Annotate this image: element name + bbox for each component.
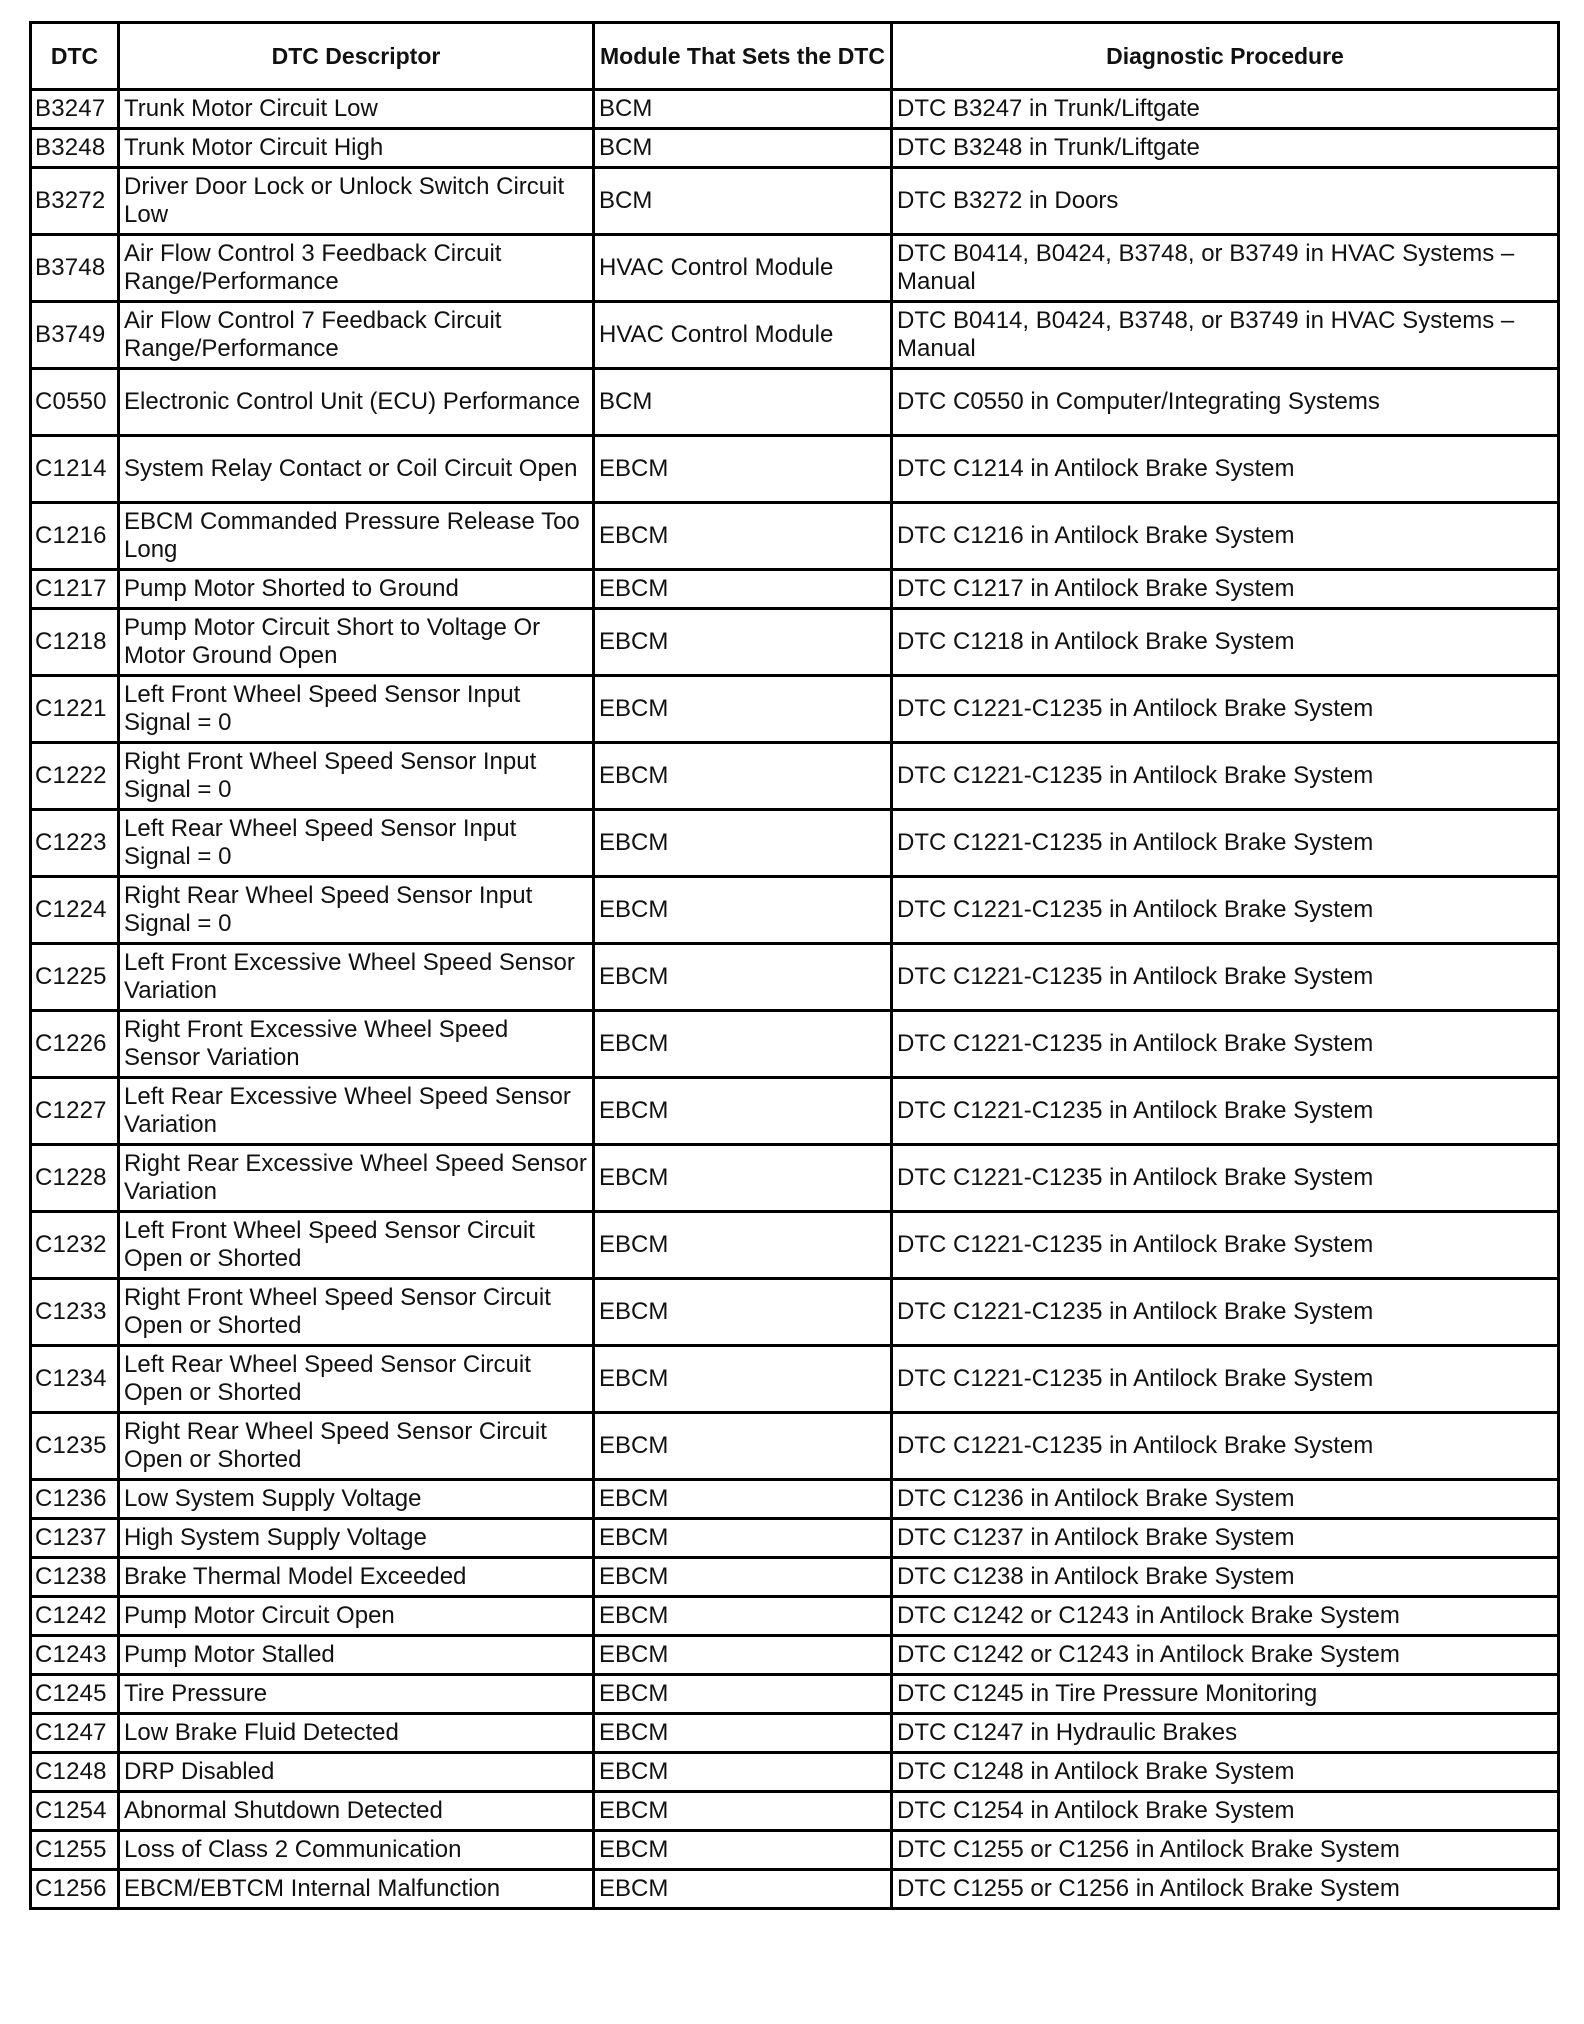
dtc-code: C1214 — [31, 436, 119, 503]
dtc-procedure: DTC C1217 in Antilock Brake System — [892, 570, 1559, 609]
table-row — [31, 1078, 1559, 1145]
dtc-descriptor: Tire Pressure — [119, 1675, 594, 1714]
header-descriptor: DTC Descriptor — [119, 23, 594, 90]
dtc-code: B3248 — [31, 129, 119, 168]
table-row — [31, 129, 1559, 168]
dtc-descriptor: Right Front Wheel Speed Sensor Input Signal = 0 — [119, 743, 594, 810]
dtc-procedure: DTC C1221-C1235 in Antilock Brake System — [892, 1346, 1559, 1413]
dtc-procedure: DTC C1214 in Antilock Brake System — [892, 436, 1559, 503]
dtc-code: C1222 — [31, 743, 119, 810]
dtc-module: EBCM — [594, 877, 892, 944]
table-row — [31, 503, 1559, 570]
dtc-code: C1255 — [31, 1831, 119, 1870]
dtc-module: EBCM — [594, 1078, 892, 1145]
dtc-module: EBCM — [594, 609, 892, 676]
table-row — [31, 90, 1559, 129]
dtc-module: EBCM — [594, 1753, 892, 1792]
dtc-module: BCM — [594, 168, 892, 235]
dtc-module: EBCM — [594, 1480, 892, 1519]
dtc-descriptor: Air Flow Control 3 Feedback Circuit Range/Performance — [119, 235, 594, 302]
dtc-module: EBCM — [594, 944, 892, 1011]
dtc-module: EBCM — [594, 1346, 892, 1413]
dtc-module: EBCM — [594, 1279, 892, 1346]
dtc-procedure: DTC C1254 in Antilock Brake System — [892, 1792, 1559, 1831]
dtc-descriptor: Right Rear Wheel Speed Sensor Circuit Open or Shorted — [119, 1413, 594, 1480]
dtc-procedure: DTC C1221-C1235 in Antilock Brake System — [892, 1145, 1559, 1212]
table-row — [31, 369, 1559, 436]
dtc-module: BCM — [594, 129, 892, 168]
dtc-module: BCM — [594, 369, 892, 436]
dtc-code: C1218 — [31, 609, 119, 676]
table-row — [31, 810, 1559, 877]
dtc-descriptor: System Relay Contact or Coil Circuit Open — [119, 436, 594, 503]
table-row — [31, 877, 1559, 944]
dtc-descriptor: EBCM/EBTCM Internal Malfunction — [119, 1870, 594, 1909]
dtc-descriptor: Pump Motor Circuit Short to Voltage Or Motor Ground Open — [119, 609, 594, 676]
table-row — [31, 1675, 1559, 1714]
dtc-procedure: DTC C1237 in Antilock Brake System — [892, 1519, 1559, 1558]
dtc-procedure: DTC C1221-C1235 in Antilock Brake System — [892, 1212, 1559, 1279]
dtc-descriptor: Driver Door Lock or Unlock Switch Circuit Low — [119, 168, 594, 235]
dtc-descriptor: Right Rear Wheel Speed Sensor Input Signal = 0 — [119, 877, 594, 944]
dtc-module: EBCM — [594, 570, 892, 609]
dtc-descriptor: EBCM Commanded Pressure Release Too Long — [119, 503, 594, 570]
dtc-module: EBCM — [594, 1870, 892, 1909]
dtc-code: C1216 — [31, 503, 119, 570]
dtc-procedure: DTC C1242 or C1243 in Antilock Brake System — [892, 1597, 1559, 1636]
dtc-descriptor: Pump Motor Shorted to Ground — [119, 570, 594, 609]
dtc-descriptor: Left Rear Wheel Speed Sensor Circuit Open or Shorted — [119, 1346, 594, 1413]
dtc-procedure: DTC B3272 in Doors — [892, 168, 1559, 235]
dtc-procedure: DTC C1242 or C1243 in Antilock Brake System — [892, 1636, 1559, 1675]
dtc-code: B3748 — [31, 235, 119, 302]
dtc-module: HVAC Control Module — [594, 302, 892, 369]
dtc-code: C1224 — [31, 877, 119, 944]
dtc-procedure: DTC C1216 in Antilock Brake System — [892, 503, 1559, 570]
dtc-code: C1248 — [31, 1753, 119, 1792]
dtc-module: EBCM — [594, 1597, 892, 1636]
dtc-code: C1227 — [31, 1078, 119, 1145]
dtc-descriptor: Left Front Wheel Speed Sensor Circuit Open or Shorted — [119, 1212, 594, 1279]
dtc-procedure: DTC B0414, B0424, B3748, or B3749 in HVAC Systems – Manual — [892, 302, 1559, 369]
dtc-procedure: DTC C1221-C1235 in Antilock Brake System — [892, 1078, 1559, 1145]
dtc-code: B3749 — [31, 302, 119, 369]
dtc-module: EBCM — [594, 1636, 892, 1675]
table-row — [31, 570, 1559, 609]
dtc-code: C1236 — [31, 1480, 119, 1519]
dtc-descriptor: Right Front Wheel Speed Sensor Circuit Open or Shorted — [119, 1279, 594, 1346]
dtc-descriptor: Low Brake Fluid Detected — [119, 1714, 594, 1753]
table-row — [31, 1413, 1559, 1480]
dtc-procedure: DTC C1221-C1235 in Antilock Brake System — [892, 676, 1559, 743]
dtc-code: C1243 — [31, 1636, 119, 1675]
dtc-code: C1221 — [31, 676, 119, 743]
dtc-procedure: DTC C1221-C1235 in Antilock Brake System — [892, 944, 1559, 1011]
dtc-procedure: DTC C1221-C1235 in Antilock Brake System — [892, 1413, 1559, 1480]
table-row — [31, 1636, 1559, 1675]
dtc-procedure: DTC C1221-C1235 in Antilock Brake System — [892, 743, 1559, 810]
dtc-module: EBCM — [594, 1558, 892, 1597]
table-row — [31, 1831, 1559, 1870]
dtc-module: EBCM — [594, 1011, 892, 1078]
dtc-code: C1237 — [31, 1519, 119, 1558]
dtc-descriptor: Low System Supply Voltage — [119, 1480, 594, 1519]
dtc-code: B3247 — [31, 90, 119, 129]
table-row — [31, 235, 1559, 302]
dtc-procedure: DTC C1247 in Hydraulic Brakes — [892, 1714, 1559, 1753]
table-row — [31, 676, 1559, 743]
dtc-module: EBCM — [594, 810, 892, 877]
table-row — [31, 1212, 1559, 1279]
table-row — [31, 1792, 1559, 1831]
dtc-table — [29, 21, 1560, 1910]
dtc-module: EBCM — [594, 676, 892, 743]
dtc-code: C1228 — [31, 1145, 119, 1212]
table-row — [31, 1480, 1559, 1519]
table-row — [31, 302, 1559, 369]
dtc-code: C1247 — [31, 1714, 119, 1753]
table-row — [31, 1753, 1559, 1792]
dtc-module: EBCM — [594, 1519, 892, 1558]
dtc-procedure: DTC C1218 in Antilock Brake System — [892, 609, 1559, 676]
dtc-descriptor: DRP Disabled — [119, 1753, 594, 1792]
dtc-descriptor: Electronic Control Unit (ECU) Performance — [119, 369, 594, 436]
dtc-procedure: DTC B3247 in Trunk/Liftgate — [892, 90, 1559, 129]
dtc-module: EBCM — [594, 1675, 892, 1714]
table-row — [31, 1558, 1559, 1597]
dtc-descriptor: Right Rear Excessive Wheel Speed Sensor Variation — [119, 1145, 594, 1212]
dtc-code: C0550 — [31, 369, 119, 436]
table-row — [31, 1519, 1559, 1558]
table-row — [31, 436, 1559, 503]
dtc-procedure: DTC C1221-C1235 in Antilock Brake System — [892, 1279, 1559, 1346]
dtc-code: C1235 — [31, 1413, 119, 1480]
dtc-procedure: DTC C1255 or C1256 in Antilock Brake System — [892, 1870, 1559, 1909]
dtc-descriptor: Left Rear Wheel Speed Sensor Input Signal = 0 — [119, 810, 594, 877]
dtc-descriptor: Right Front Excessive Wheel Speed Sensor Variation — [119, 1011, 594, 1078]
dtc-code: C1242 — [31, 1597, 119, 1636]
table-row — [31, 944, 1559, 1011]
table-header-row — [31, 23, 1559, 90]
dtc-procedure: DTC C1238 in Antilock Brake System — [892, 1558, 1559, 1597]
table-row — [31, 1870, 1559, 1909]
table-row — [31, 1714, 1559, 1753]
dtc-code: C1223 — [31, 810, 119, 877]
dtc-procedure: DTC C1221-C1235 in Antilock Brake System — [892, 1011, 1559, 1078]
dtc-procedure: DTC C1248 in Antilock Brake System — [892, 1753, 1559, 1792]
header-procedure: Diagnostic Procedure — [892, 23, 1559, 90]
dtc-descriptor: Pump Motor Stalled — [119, 1636, 594, 1675]
dtc-module: EBCM — [594, 436, 892, 503]
dtc-descriptor: Brake Thermal Model Exceeded — [119, 1558, 594, 1597]
dtc-module: EBCM — [594, 1212, 892, 1279]
dtc-code: C1256 — [31, 1870, 119, 1909]
dtc-code: C1234 — [31, 1346, 119, 1413]
dtc-descriptor: Left Rear Excessive Wheel Speed Sensor Variation — [119, 1078, 594, 1145]
dtc-descriptor: Trunk Motor Circuit High — [119, 129, 594, 168]
dtc-procedure: DTC C1245 in Tire Pressure Monitoring — [892, 1675, 1559, 1714]
dtc-module: EBCM — [594, 1792, 892, 1831]
dtc-module: EBCM — [594, 1145, 892, 1212]
table-row — [31, 743, 1559, 810]
dtc-module: EBCM — [594, 503, 892, 570]
dtc-code: C1254 — [31, 1792, 119, 1831]
dtc-code: C1232 — [31, 1212, 119, 1279]
dtc-descriptor: Trunk Motor Circuit Low — [119, 90, 594, 129]
dtc-module: EBCM — [594, 1831, 892, 1870]
dtc-descriptor: Air Flow Control 7 Feedback Circuit Range/Performance — [119, 302, 594, 369]
table-row — [31, 168, 1559, 235]
dtc-descriptor: High System Supply Voltage — [119, 1519, 594, 1558]
dtc-procedure: DTC C1255 or C1256 in Antilock Brake System — [892, 1831, 1559, 1870]
dtc-code: C1233 — [31, 1279, 119, 1346]
dtc-descriptor: Left Front Excessive Wheel Speed Sensor Variation — [119, 944, 594, 1011]
dtc-code: C1225 — [31, 944, 119, 1011]
dtc-descriptor: Abnormal Shutdown Detected — [119, 1792, 594, 1831]
table-row — [31, 1145, 1559, 1212]
dtc-code: C1217 — [31, 570, 119, 609]
table-body — [31, 90, 1559, 1909]
dtc-descriptor: Pump Motor Circuit Open — [119, 1597, 594, 1636]
table-row — [31, 1279, 1559, 1346]
dtc-descriptor: Loss of Class 2 Communication — [119, 1831, 594, 1870]
dtc-module: HVAC Control Module — [594, 235, 892, 302]
dtc-module: BCM — [594, 90, 892, 129]
dtc-module: EBCM — [594, 1714, 892, 1753]
dtc-descriptor: Left Front Wheel Speed Sensor Input Signal = 0 — [119, 676, 594, 743]
dtc-code: B3272 — [31, 168, 119, 235]
header-dtc: DTC — [31, 23, 119, 90]
dtc-module: EBCM — [594, 1413, 892, 1480]
table-row — [31, 1346, 1559, 1413]
table-row — [31, 1011, 1559, 1078]
dtc-procedure: DTC C1236 in Antilock Brake System — [892, 1480, 1559, 1519]
dtc-procedure: DTC B0414, B0424, B3748, or B3749 in HVAC Systems – Manual — [892, 235, 1559, 302]
dtc-code: C1245 — [31, 1675, 119, 1714]
dtc-module: EBCM — [594, 743, 892, 810]
dtc-procedure: DTC C1221-C1235 in Antilock Brake System — [892, 877, 1559, 944]
header-module: Module That Sets the DTC — [594, 23, 892, 90]
dtc-procedure: DTC C1221-C1235 in Antilock Brake System — [892, 810, 1559, 877]
dtc-code: C1226 — [31, 1011, 119, 1078]
dtc-procedure: DTC B3248 in Trunk/Liftgate — [892, 129, 1559, 168]
dtc-code: C1238 — [31, 1558, 119, 1597]
dtc-document — [29, 21, 1557, 1910]
table-row — [31, 1597, 1559, 1636]
table-row — [31, 609, 1559, 676]
dtc-procedure: DTC C0550 in Computer/Integrating Systems — [892, 369, 1559, 436]
